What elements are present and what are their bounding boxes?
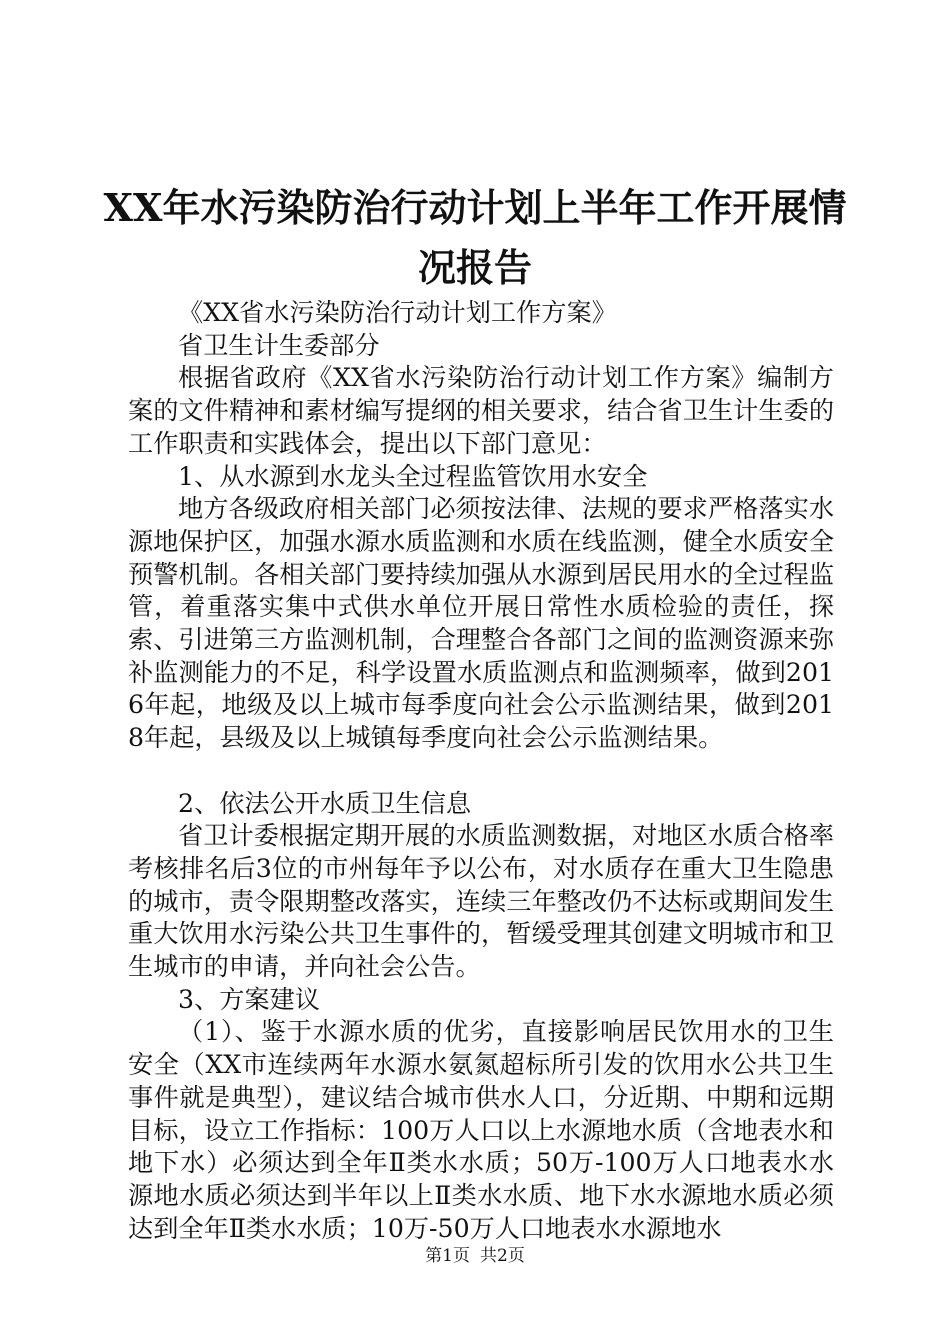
paragraph-section-2: 省卫计委根据定期开展的水质监测数据，对地区水质合格率考核排名后3位的市州每年予以公布，对水质存在重大卫生隐患的城市，责令限期整改落实，连续三年整改仍不达标或期间发生重大饮用水污染公共卫生事件的，暂缓受理其创建文明城市和卫生城市的申请，并向社会公告。: [128, 821, 834, 982]
paragraph-section-3-item-1: （1）、鉴于水源水质的优劣，直接影响居民饮用水的卫生安全（XX市连续两年水源水氨氮超标所引发的饮用水公共卫生事件就是典型），建议结合城市供水人口，分近期、中期和远期目标，设立工作指标：100万人口以上水源地水质（含地表水和地下水）必须达到全年Ⅱ类水水质；50万-100万人口地表水水源地水质必须达到半年以上Ⅱ类水水质、地下水水源地水质必须达到全年Ⅱ类水水质；10万-50万人口地表水水源地水: [128, 1017, 834, 1243]
page-footer: [0, 1246, 950, 1266]
document-body: [128, 297, 834, 1245]
page-total: 共2页: [480, 1246, 525, 1266]
document-title: XX年水污染防治行动计划上半年工作开展情况报告: [103, 185, 847, 290]
paragraph-section-1: 地方各级政府相关部门必须按法律、法规的要求严格落实水源地保护区，加强水源水质监测和水质在线监测，健全水质安全预警机制。各相关部门要持续加强从水源到居民用水的全过程监管，着重落实集中式供水单位开展日常性水质检验的责任，探索、引进第三方监测机制，合理整合各部门之间的监测资源来弥补监测能力的不足，科学设置水质监测点和监测频率，做到2016年起，地级及以上城市每季度向社会公示监测结果，做到2018年起，县级及以上城镇每季度向社会公示监测结果。: [128, 494, 834, 753]
blank-line: [128, 755, 834, 788]
paragraph-intro: 根据省政府《XX省水污染防治行动计划工作方案》编制方案的文件精神和素材编写提纲的相关要求，结合省卫生计生委的工作职责和实践体会，提出以下部门意见：: [128, 363, 834, 458]
section-heading-1: 1、从水源到水龙头全过程监管饮用水安全: [178, 461, 648, 491]
paragraph-plan-name: 《XX省水污染防治行动计划工作方案》: [178, 298, 617, 327]
section-heading-2: 2、依法公开水质卫生信息: [178, 788, 472, 818]
section-heading-3: 3、方案建议: [178, 984, 320, 1014]
page-number: 第1页: [425, 1246, 470, 1266]
paragraph-department: 省卫生计生委部分: [178, 330, 380, 360]
